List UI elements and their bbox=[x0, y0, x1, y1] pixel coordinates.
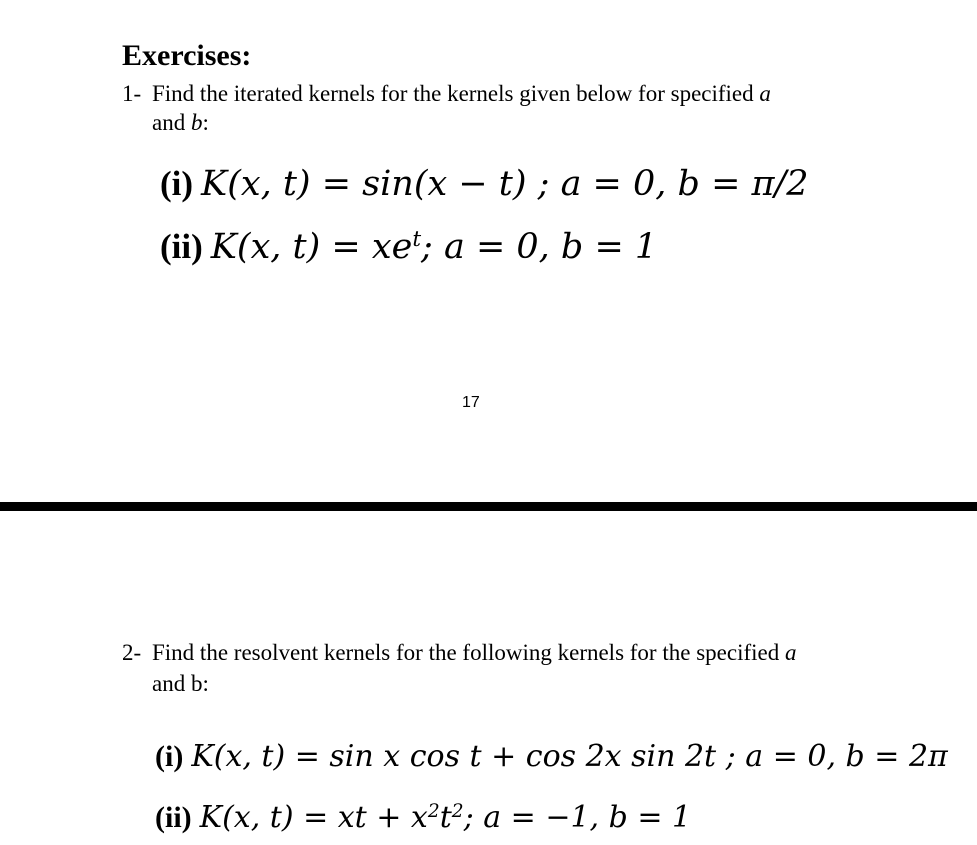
equation-rhs-start: = xe bbox=[320, 227, 413, 267]
equation-rhs-end: ; a = −1, b = 1 bbox=[463, 800, 692, 835]
question-1-number: 1- bbox=[122, 81, 142, 106]
equation-rhs: = sin x cos t + cos 2x sin 2t ; a = 0, b = 2π bbox=[285, 739, 948, 774]
equation-rhs-end: ; a = 0, b = 1 bbox=[421, 227, 658, 267]
equation-lhs: K(x, t) bbox=[201, 164, 311, 204]
page-divider bbox=[0, 502, 977, 511]
question-2-line-2 bbox=[152, 670, 209, 698]
question-1-line-2-suffix: : bbox=[202, 110, 209, 135]
question-2-text: Find the resolvent kernels for the following kernels for the specified bbox=[152, 640, 785, 665]
question-1-line-2 bbox=[152, 109, 209, 137]
question-1-line-1 bbox=[122, 80, 771, 108]
question-1-equation-i bbox=[160, 163, 809, 205]
question-1-equation-ii bbox=[160, 226, 657, 268]
equation-lhs: K(x, t) bbox=[199, 800, 294, 835]
question-2-equation-i bbox=[155, 738, 948, 776]
equation-lhs: K(x, t) bbox=[191, 739, 286, 774]
question-1-var-b: b bbox=[190, 110, 203, 135]
page-number: 17 bbox=[462, 394, 480, 411]
equation-rhs-part-2: t bbox=[439, 800, 452, 835]
question-1-text: Find the iterated kernels for the kernels given below for specified bbox=[152, 81, 760, 106]
equation-rhs-part-1: = xt + x bbox=[293, 800, 428, 835]
equation-superscript-1: 2 bbox=[427, 800, 440, 822]
question-2-var-a: a bbox=[784, 640, 797, 665]
question-1-var-a: a bbox=[759, 81, 771, 106]
equation-superscript-2: 2 bbox=[451, 800, 464, 822]
equation-superscript: t bbox=[412, 227, 422, 253]
exercises-heading: Exercises: bbox=[122, 39, 252, 72]
equation-label: (i) bbox=[160, 164, 194, 203]
equation-label: (ii) bbox=[155, 801, 192, 834]
equation-label: (i) bbox=[155, 740, 184, 773]
equation-label: (ii) bbox=[160, 227, 203, 266]
equation-lhs: K(x, t) bbox=[210, 227, 321, 267]
question-1-line-2-prefix: and bbox=[152, 110, 191, 135]
question-2-number: 2- bbox=[122, 640, 142, 665]
question-2-line-2-text: and b: bbox=[152, 671, 209, 696]
equation-rhs: = sin(x − t) ; a = 0, b = π/2 bbox=[310, 164, 809, 204]
question-2-line-1 bbox=[122, 639, 796, 667]
question-2-equation-ii bbox=[155, 799, 691, 837]
